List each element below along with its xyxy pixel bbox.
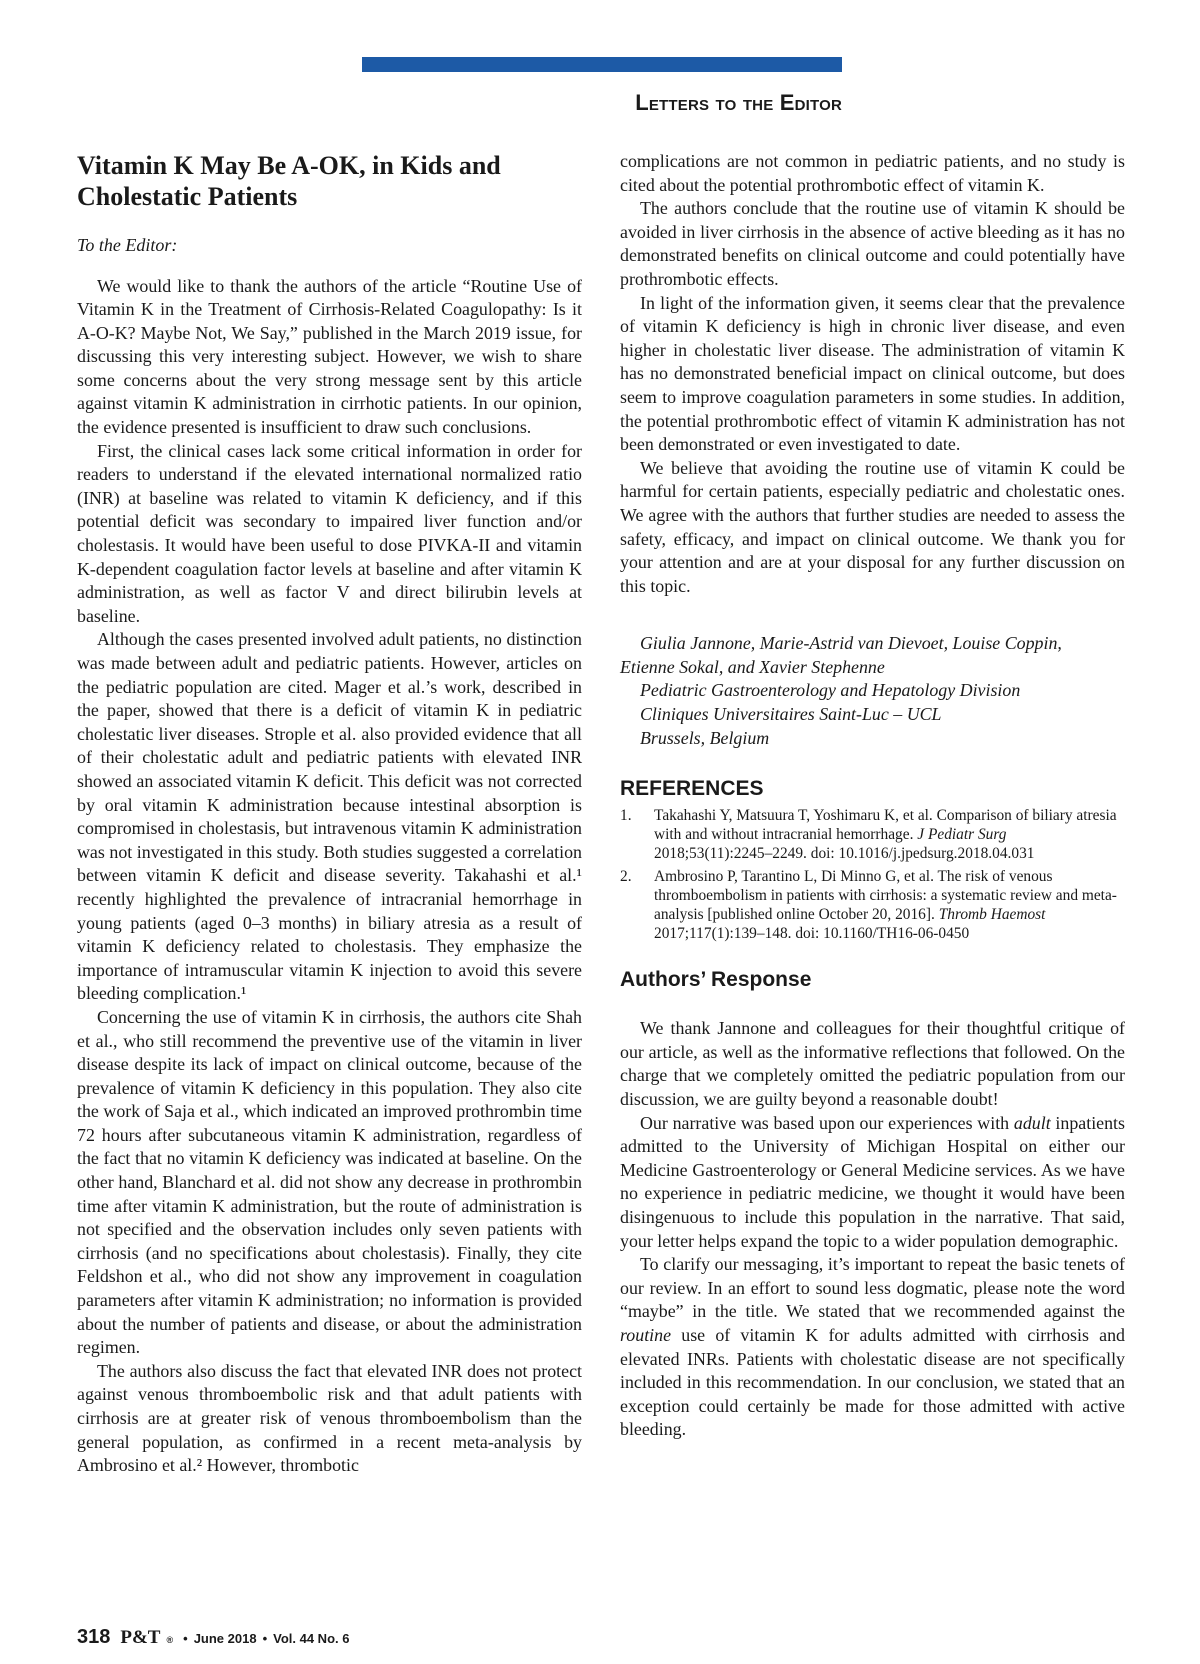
volume-info: Vol. 44 No. 6	[273, 1631, 350, 1646]
letter-paragraph: Concerning the use of vitamin K in cirrhosis, the authors cite Shah et al., who still recommend the preventive use of the vitamin in liver disease despite its lack of impact on clinical outcome, because of the prevalence of vitamin K deficiency in this population. They also cite the work of Saja et al., which indicated an improved prothrombin time 72 hours after subcutaneous vitamin K administration, regardless of the fact that no vitamin K deficiency was indicated at baseline. On the other hand, Blanchard et al. did not show any decrease in prothrombin time after vitamin K administration, but the route of administration is not specified and the observation includes only seven patients with cirrhosis (and no specifications about cholestasis). Finally, they cite Feldshon et al., who did not show any improvement in coagulation parameters after vitamin K administration; no information is provided about the number of patients and disease, or about the administration regimen.	[77, 1006, 582, 1358]
reference-text	[654, 867, 1125, 943]
response-emphasis: adult	[1013, 1112, 1051, 1133]
letter-paragraph: The authors also discuss the fact that elevated INR does not protect against venous thromboembolic risk and that adult patients with cirrhosis are at greater risk of venous thromboembolism than the general population, as confirmed in a recent meta-analysis by Ambrosino et al.² However, thrombotic	[77, 1360, 582, 1476]
page-number: 318	[77, 1626, 111, 1648]
footer-separator: •	[183, 1631, 188, 1646]
author-names-cont: Etienne Sokal, and Xavier Stephenne	[620, 656, 885, 677]
right-column	[620, 150, 1125, 1442]
author-city: Brussels, Belgium	[640, 727, 770, 748]
salutation: To the Editor:	[77, 235, 178, 255]
reference-item	[620, 867, 1125, 943]
response-text: Our narrative was based upon our experiences with	[640, 1112, 1014, 1133]
reference-number: 1.	[620, 807, 632, 825]
footer-separator: •	[262, 1631, 268, 1646]
reference-journal: J Pediatr Surg	[917, 826, 1007, 844]
registered-mark: ®	[166, 1635, 174, 1645]
letter-paragraph: complications are not common in pediatric patients, and no study is cited about the potential prothrombotic effect of vitamin K.	[620, 151, 1125, 195]
author-division: Pediatric Gastroenterology and Hepatology Division	[640, 680, 1021, 701]
letter-title: Vitamin K May Be A-OK, in Kids and Cholestatic Patients	[77, 151, 501, 211]
references-heading: REFERENCES	[620, 777, 764, 801]
reference-body: Takahashi Y, Matsuura T, Yoshimaru K, et al. Comparison of biliary atresia with and without intracranial hemorrhage.	[654, 807, 1117, 844]
reference-body: Ambrosino P, Tarantino L, Di Minno G, et al. The risk of venous thromboembolism in patients with cirrhosis: a systematic review and meta-analysis [published online October 20, 2016].	[654, 868, 1117, 924]
issue-date: June 2018	[193, 1631, 257, 1646]
reference-text	[654, 806, 1125, 863]
left-column	[77, 150, 582, 1478]
letter-paragraph: The authors conclude that the routine use of vitamin K should be avoided in liver cirrhosis in the absence of active bleeding as it has no demonstrated benefits on clinical outcome and could potentially have prothrombotic effects.	[620, 198, 1125, 289]
letter-paragraph: Although the cases presented involved adult patients, no distinction was made between adult and pediatric patients. However, articles on the pediatric population are cited. Mager et al.’s work, described in the paper, showed that there is a deficit of vitamin K in pediatric cholestatic liver diseases. Strople et al. also provided evidence that all of their cholestatic adult and pediatric patients with elevated INR showed an associated vitamin K deficit. This deficit was not corrected by oral vitamin K administration because intestinal absorption is compromised in cholestasis, but intravenous vitamin K administration was not investigated in this study. Both studies suggested a correlation between vitamin K deficit and disease severity. Takahashi et al.¹ recently highlighted the prevalence of intracranial hemorrhage in young patients (aged 0–3 months) in biliary atresia as a result of vitamin K deficiency related to cholestasis. They emphasize the importance of intramuscular vitamin K injection to avoid this severe bleeding complication.¹	[77, 629, 582, 1004]
header-accent-bar	[362, 57, 842, 72]
author-institution: Cliniques Universitaires Saint-Luc – UCL	[640, 704, 942, 725]
response-paragraph	[620, 1253, 1125, 1442]
letter-paragraph: We would like to thank the authors of the article “Routine Use of Vitamin K in the Treatment of Cirrhosis-Related Coagulopathy: Is it A-O-K? Maybe Not, We Say,” published in the March 2019 issue, for discussing this very interesting subject. However, we wish to share some concerns about the very strong message sent by this article against vitamin K administration in cirrhotic patients. In our opinion, the evidence presented is insufficient to draw such conclusions.	[77, 275, 582, 438]
letter-paragraph: We believe that avoiding the routine use of vitamin K could be harmful for certain patients, especially pediatric and cholestatic ones. We agree with the authors that further studies are needed to assess the safety, efficacy, and impact on clinical outcome. We thank you for your attention and are at your disposal for any further discussion on this topic.	[620, 457, 1125, 596]
response-emphasis: routine	[620, 1324, 672, 1345]
response-paragraph: We thank Jannone and colleagues for their thoughtful critique of our article, as well as the informative reflections that followed. On the charge that we completely omitted the pediatric population from our discussion, we are guilty beyond a reasonable doubt!	[620, 1018, 1125, 1110]
signature-block	[620, 632, 1125, 750]
reference-tail: 2018;53(11):2245–2249. doi: 10.1016/j.jpedsurg.2018.04.031	[654, 845, 1035, 863]
response-text: use of vitamin K for adults admitted with cirrhosis and elevated INRs. Patients with cholestatic disease are not specifically included in this recommendation. In our conclusion, we stated that an exception could certainly be made for those admitted with active bleeding.	[620, 1324, 1125, 1440]
letter-paragraph: First, the clinical cases lack some critical information in order for readers to understand if the elevated international normalized ratio (INR) at baseline was related to vitamin K deficiency, and if this potential deficit was secondary to impaired liver function and/or cholestasis. It would have been useful to dose PIVKA-II and vitamin K-dependent coagulation factor levels at baseline and after vitamin K administration, as well as factor V and direct bilirubin levels at baseline.	[77, 440, 582, 626]
response-text: inpatients admitted to the University of Michigan Hospital on either our Medicine Gastroenterology or General Medicine services. As we have no experience in pediatric medicine, we thought it would have been disingenuous to include this population in the narrative. That said, your letter helps expand the topic to a wider population demographic.	[620, 1112, 1125, 1251]
author-names: Giulia Jannone, Marie-Astrid van Dievoet, Louise Coppin,	[640, 633, 1062, 654]
response-text: To clarify our messaging, it’s important to repeat the basic tenets of our review. In an effort to sound less dogmatic, please note the word “maybe” in the title. We stated that we recommended against the	[620, 1254, 1125, 1322]
page-footer	[77, 1626, 349, 1649]
letter-paragraph: In light of the information given, it seems clear that the prevalence of vitamin K deficiency is high in chronic liver disease, and even higher in cholestatic liver disease. The administration of vitamin K has no demonstrated beneficial impact on clinical outcome, but does seem to improve coagulation parameters in some studies. In addition, the potential prothrombotic effect of vitamin K administration has not been demonstrated or even investigated to date.	[620, 292, 1125, 455]
section-heading: Letters to the Editor	[635, 90, 842, 115]
response-heading: Authors’ Response	[620, 968, 812, 992]
journal-name: P&T	[120, 1627, 161, 1648]
response-paragraph	[620, 1112, 1125, 1254]
reference-number: 2.	[620, 868, 632, 886]
reference-item	[620, 806, 1125, 863]
reference-journal: Thromb Haemost	[938, 906, 1046, 924]
reference-tail: 2017;117(1):139–148. doi: 10.1160/TH16-06-0450	[654, 925, 970, 943]
